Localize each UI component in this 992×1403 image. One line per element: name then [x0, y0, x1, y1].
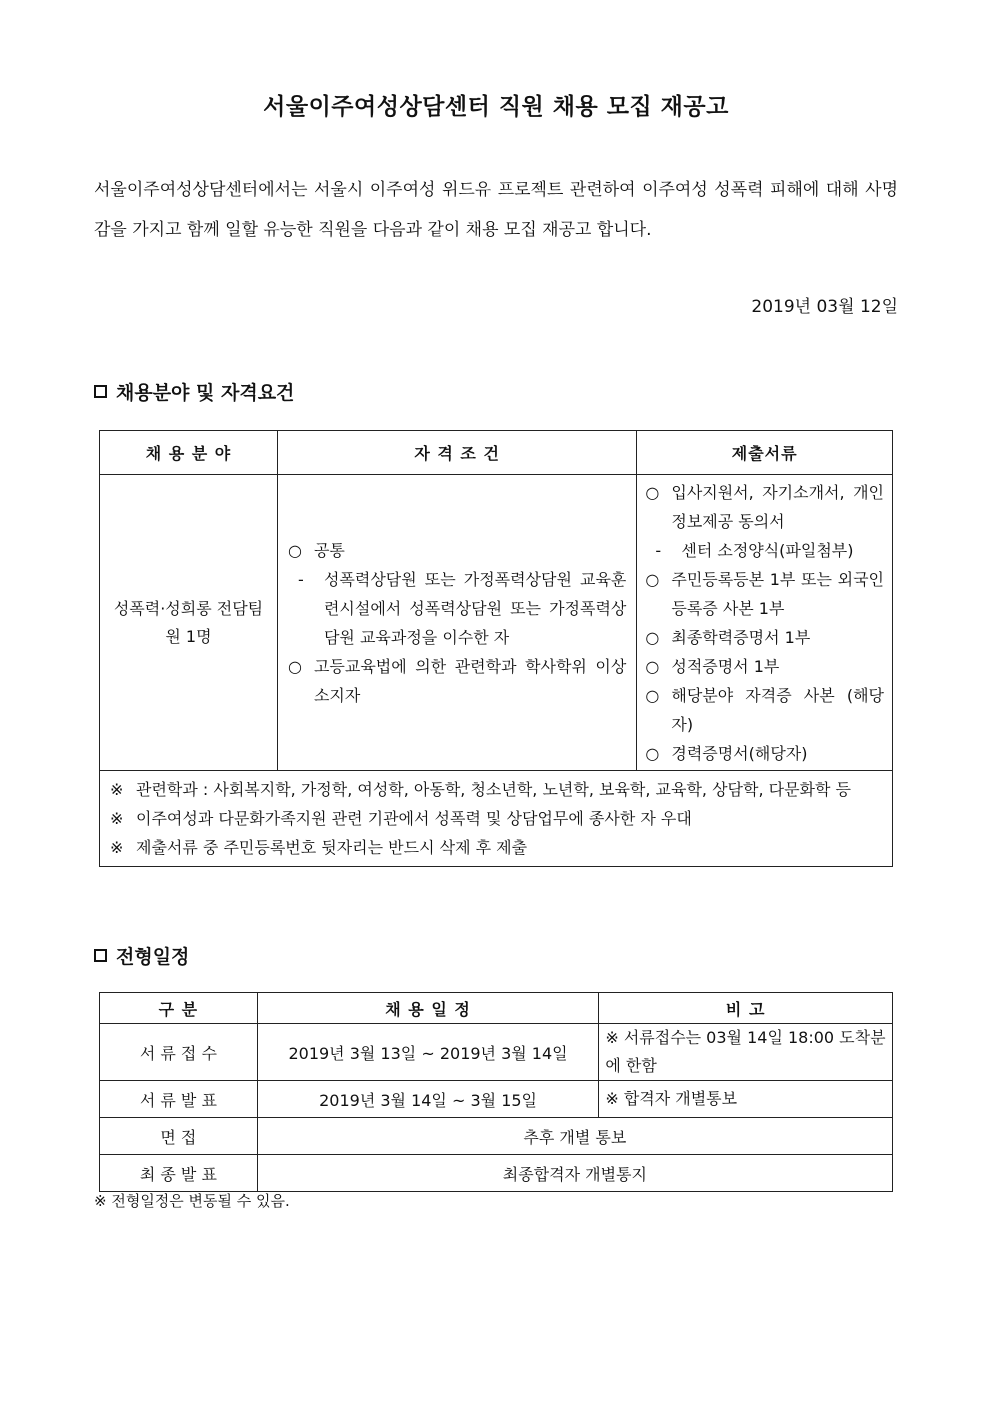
header-note: 비 고: [599, 993, 893, 1024]
list-item: ○ 고등교육법에 의한 관련학과 학사학위 이상 소지자: [287, 656, 627, 705]
intro-paragraph: 서울이주여성상담센터에서는 서울시 이주여성 위드유 프로젝트 관련하여 이주여성 성폭력 피해에 대해 사명감을 가지고 함께 일할 유능한 직원을 다음과 같이 채용 모집 재공고 합니다.: [94, 180, 898, 240]
table-row: [100, 1024, 893, 1081]
list-item: ○ 성적증명서 1부: [645, 656, 780, 676]
list-item: ○ 경력증명서(해당자): [645, 743, 808, 763]
job-category-text: 성폭력·성희롱 전담팀원 1명: [113, 598, 264, 646]
document-title: 서울이주여성상담센터 직원 채용 모집 재공고: [263, 94, 729, 120]
merged-cell: 최종합격자 개별통지: [257, 1155, 892, 1192]
table-header-row: [100, 431, 893, 475]
section-heading-schedule: [94, 942, 189, 969]
table-row: [100, 1155, 893, 1192]
list-item: ○ 입사지원서, 자기소개서, 개인정보제공 동의서: [645, 482, 884, 531]
checkbox-square-icon: [94, 385, 107, 398]
note-cell: ※ 서류접수는 03월 14일 18:00 도착분에 한함: [599, 1024, 893, 1081]
header-schedule: 채 용 일 정: [257, 993, 599, 1024]
list-item: ○ 최종학력증명서 1부: [645, 627, 811, 647]
header-stage: 구 분: [100, 993, 258, 1024]
list-item: - 센터 소정양식(파일첨부): [655, 540, 854, 560]
section-heading-text: 전형일정: [116, 946, 190, 968]
stage-cell: 면 접: [100, 1118, 258, 1155]
schedule-cell: 2019년 3월 13일 ~ 2019년 3월 14일: [257, 1024, 599, 1081]
table-row: [100, 1081, 893, 1118]
table-row: [100, 475, 893, 771]
documents-cell: [637, 475, 893, 771]
note-item: ※ 이주여성과 다문화가족지원 관련 기관에서 성폭력 및 상담업무에 종사한 자 우대: [110, 809, 692, 828]
merged-cell: 추후 개별 통보: [257, 1118, 892, 1155]
list-item: ○ 해당분야 자격증 사본 (해당자): [645, 685, 884, 734]
schedule-footnote: ※ 전형일정은 변동될 수 있음.: [94, 1192, 290, 1210]
list-item: ○ 주민등록등본 1부 또는 외국인 등록증 사본 1부: [645, 569, 884, 618]
list-item: - 성폭력상담원 또는 가정폭력상담원 교육훈련시설에서 성폭력상담원 또는 가정폭력상담원 교육과정을 이수한 자: [297, 569, 627, 647]
stage-cell: 최 종 발 표: [100, 1155, 258, 1192]
header-qualification: 자 격 조 건: [277, 431, 636, 475]
schedule-cell: 2019년 3월 14일 ~ 3월 15일: [257, 1081, 599, 1118]
section-heading-requirements: [94, 378, 294, 405]
header-documents: 제출서류: [637, 431, 893, 475]
announcement-date: 2019년 03월 12일: [751, 297, 898, 317]
checkbox-square-icon: [94, 949, 107, 962]
job-category: [100, 475, 278, 771]
notes-row: [100, 771, 893, 867]
stage-cell: 서 류 접 수: [100, 1024, 258, 1081]
notes-cell: [100, 771, 893, 867]
note-cell: ※ 합격자 개별통보: [599, 1081, 893, 1118]
requirements-table: [99, 430, 893, 867]
list-item: ○ 공통: [287, 540, 345, 560]
stage-cell: 서 류 발 표: [100, 1081, 258, 1118]
header-category: 채 용 분 야: [100, 431, 278, 475]
section-heading-text: 채용분야 및 자격요건: [116, 382, 295, 404]
note-item: ※ 관련학과 : 사회복지학, 가정학, 여성학, 아동학, 청소년학, 노년학, 보육학, 교육학, 상담학, 다문화학 등: [110, 780, 851, 799]
note-item: ※ 제출서류 중 주민등록번호 뒷자리는 반드시 삭제 후 제출: [110, 838, 528, 857]
qualification-cell: [277, 475, 636, 771]
table-header-row: [100, 993, 893, 1024]
schedule-table: [99, 992, 893, 1192]
table-row: [100, 1118, 893, 1155]
